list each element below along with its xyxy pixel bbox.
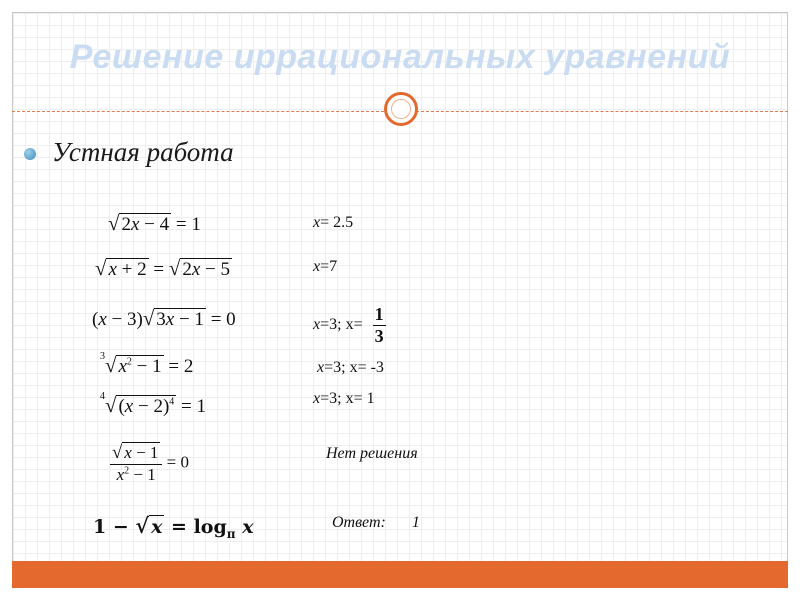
equation-2: √ x + 2 = √ 2x − 5 [95, 256, 230, 280]
bullet-text: Устная работа [52, 137, 234, 167]
answer-4: x=3; x= -3 [317, 359, 384, 376]
answer-1: x= 2.5 [313, 214, 354, 231]
bullet-icon [24, 148, 36, 160]
equation-5: $^4$√ $(x - 2)^4 = 1$ [100, 391, 206, 417]
answer-3: x=3; x= $\frac{1}{3}$ [313, 304, 384, 346]
answer-3-fraction: $\frac{1}{3}$ [374, 304, 384, 346]
answer-6: Нет решения [326, 445, 418, 462]
answer-5: x=3; x= 1 [313, 390, 375, 407]
equation-4: $^3$√ $x^2 - 1 = 2$ [100, 351, 194, 377]
bottom-accent-bar [12, 561, 788, 588]
slide-title: Решение иррациональных уравнений [69, 38, 731, 76]
equation-7: 1 − √ $x = \log_\pi x$ [93, 513, 254, 541]
answer-7: Ответ: 1 [332, 514, 420, 531]
equation-1: √ 2x − 4 = 1 [108, 211, 201, 235]
equation-6: $\frac{√ x - 1}{x^2 - 1}$ = 0 [112, 442, 189, 484]
answer-2: x=7 [313, 258, 338, 275]
divider-ring-ornament [384, 92, 418, 126]
equation-3: (x − 3)√ 3x − 1 = 0 [92, 306, 236, 330]
